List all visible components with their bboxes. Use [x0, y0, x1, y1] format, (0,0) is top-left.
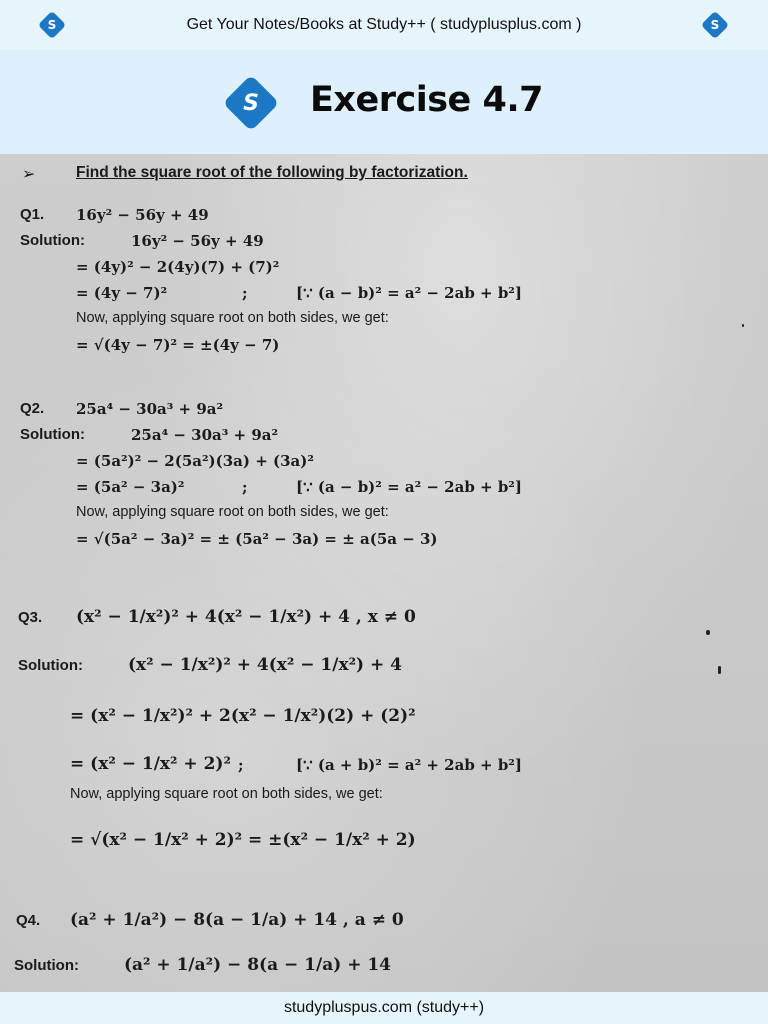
page-title: Exercise 4.7: [310, 80, 543, 120]
q2-step2: = (5a² − 3a)²: [76, 478, 185, 496]
q2-solution-label: Solution:: [20, 426, 85, 443]
q1-label: Q1.: [20, 206, 45, 223]
scanned-page: [0, 154, 768, 992]
q1-step1: = (4y)² − 2(4y)(7) + (7)²: [76, 258, 280, 276]
q3-solution-expr: (x² − 1/x²)² + 4(x² − 1/x²) + 4: [128, 655, 403, 675]
instruction-bullet-icon: ➢: [22, 164, 36, 183]
footer-text: studypluspus.com (study++): [283, 999, 485, 1016]
q1-step2-separator: ;: [242, 284, 248, 302]
q4-label: Q4.: [16, 912, 41, 929]
top-banner-text: Get Your Notes/Books at Study++ ( studyplusplus.com ): [186, 16, 582, 33]
q1-result: = √(4y − 7)² = ±(4y − 7): [76, 336, 280, 354]
study-plus-logo-icon: S: [700, 10, 730, 40]
q1-step2: = (4y − 7)²: [76, 284, 168, 302]
q3-step2-separator: ;: [238, 756, 244, 774]
q2-solution-expr: 25a⁴ − 30a³ + 9a²: [131, 426, 279, 444]
footer-banner: [0, 992, 768, 1024]
q3-step2-reason: [∵ (a + b)² = a² + 2ab + b²]: [296, 756, 522, 774]
q1-solution-label: Solution:: [20, 232, 85, 249]
q3-step1: = (x² − 1/x²)² + 2(x² − 1/x²)(2) + (2)²: [70, 706, 416, 726]
q3-result: = √(x² − 1/x² + 2)² = ±(x² − 1/x² + 2): [70, 830, 416, 850]
study-plus-logo-icon: S: [37, 10, 67, 40]
q2-question: 25a⁴ − 30a³ + 9a²: [76, 400, 224, 418]
q4-question: (a² + 1/a²) − 8(a − 1/a) + 14 , a ≠ 0: [70, 910, 404, 930]
q3-question: (x² − 1/x²)² + 4(x² − 1/x²) + 4 , x ≠ 0: [76, 607, 416, 627]
q4-solution-expr: (a² + 1/a²) − 8(a − 1/a) + 14: [124, 955, 392, 975]
q1-applying-text: Now, applying square root on both sides, we get:: [76, 310, 389, 326]
q1-solution-expr: 16y² − 56y + 49: [131, 232, 264, 250]
q2-label: Q2.: [20, 400, 45, 417]
q2-result: = √(5a² − 3a)² = ± (5a² − 3a) = ± a(5a − 3): [76, 530, 438, 548]
instruction-text: Find the square root of the following by factorization.: [76, 164, 468, 181]
top-banner: [0, 0, 768, 50]
study-plus-logo-icon: S: [222, 74, 280, 132]
q2-step2-separator: ;: [242, 478, 248, 496]
q3-applying-text: Now, applying square root on both sides, we get:: [70, 786, 383, 802]
q3-solution-label: Solution:: [18, 657, 83, 674]
q3-step2: = (x² − 1/x² + 2)²: [70, 754, 231, 774]
q1-step2-reason: [∵ (a − b)² = a² − 2ab + b²]: [296, 284, 522, 302]
scan-speck: [718, 666, 721, 674]
q1-question: 16y² − 56y + 49: [76, 206, 209, 224]
scan-speck: [742, 324, 744, 327]
scan-speck: [706, 630, 710, 635]
q2-step1: = (5a²)² − 2(5a²)(3a) + (3a)²: [76, 452, 314, 470]
q4-solution-label: Solution:: [14, 957, 79, 974]
q2-step2-reason: [∵ (a − b)² = a² − 2ab + b²]: [296, 478, 522, 496]
q2-applying-text: Now, applying square root on both sides, we get:: [76, 504, 389, 520]
q3-label: Q3.: [18, 609, 43, 626]
